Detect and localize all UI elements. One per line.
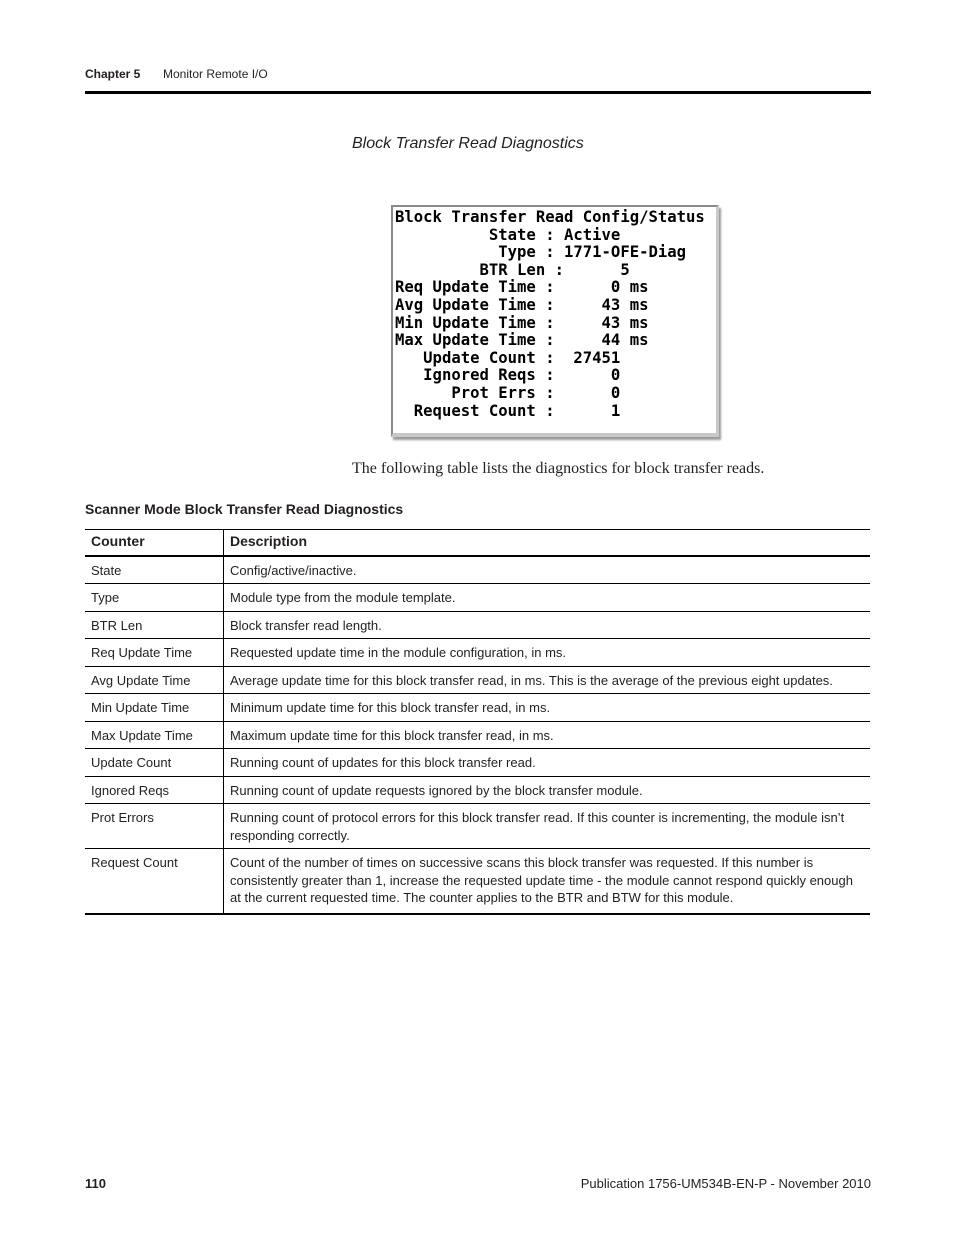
description-cell: Running count of protocol errors for this block transfer read. If this counter is incrementing, the module isn’t responding correctly.: [224, 804, 871, 849]
page-header: [85, 67, 871, 94]
figure-caption: Block Transfer Read Diagnostics: [352, 135, 584, 152]
page-number: 110: [85, 1176, 106, 1191]
table-row: [85, 639, 870, 667]
description-cell: Running count of update requests ignored by the block transfer module.: [224, 776, 871, 804]
publication-info: Publication 1756-UM534B-EN-P - November 2010: [580, 1176, 871, 1191]
chapter-label: Chapter 5: [85, 67, 141, 81]
screen-line: State : Active: [395, 225, 621, 244]
screen-line: BTR Len : 5: [395, 260, 630, 279]
table-row: [85, 849, 870, 914]
table-title: Scanner Mode Block Transfer Read Diagnostics: [85, 501, 404, 517]
table-row: [85, 611, 870, 639]
counter-cell: Min Update Time: [85, 694, 224, 722]
column-header-counter: Counter: [85, 530, 224, 556]
description-cell: Average update time for this block transfer read, in ms. This is the average of the previous eight updates.: [224, 666, 871, 694]
screen-line: Prot Errs : 0: [395, 383, 621, 402]
counter-cell: Update Count: [85, 749, 224, 777]
table-row: [85, 776, 870, 804]
description-cell: Requested update time in the module configuration, in ms.: [224, 639, 871, 667]
status-screen-text: [395, 209, 705, 420]
description-cell: Count of the number of times on successive scans this block transfer was requested. If this number is consistently greater than 1, increase the requested update time - the module cannot respond quickly enough at the current requested time. The counter applies to the BTR and BTW for this module.: [230, 855, 853, 905]
counter-cell: Max Update Time: [85, 721, 224, 749]
counter-cell: BTR Len: [85, 611, 224, 639]
section-title: Monitor Remote I/O: [163, 67, 268, 81]
diagnostics-table: [85, 529, 870, 915]
description-cell: Block transfer read length.: [224, 611, 871, 639]
screen-line: Req Update Time : 0 ms: [395, 278, 649, 297]
counter-cell: Type: [85, 584, 224, 612]
description-cell: Module type from the module template.: [224, 584, 871, 612]
screen-line: Block Transfer Read Config/Status: [395, 208, 705, 226]
table-row: [85, 556, 870, 584]
screen-line: Max Update Time : 44 ms: [395, 331, 649, 350]
table-row: [85, 749, 870, 777]
counter-cell: Prot Errors: [85, 804, 224, 849]
column-header-description: Description: [224, 530, 871, 556]
table-row: [85, 666, 870, 694]
intro-paragraph: The following table lists the diagnostics for block transfer reads.: [352, 460, 765, 477]
description-cell: Minimum update time for this block transfer read, in ms.: [224, 694, 871, 722]
screen-line: Avg Update Time : 43 ms: [395, 295, 649, 314]
table-row: [85, 804, 870, 849]
description-cell: Running count of updates for this block transfer read.: [224, 749, 871, 777]
table-row: [85, 694, 870, 722]
counter-cell: Ignored Reqs: [85, 776, 224, 804]
table-row: [85, 721, 870, 749]
screen-line: Update Count : 27451: [395, 348, 621, 367]
table-header-row: [85, 530, 870, 556]
table-row: [85, 584, 870, 612]
counter-cell: State: [85, 556, 224, 584]
counter-cell: Req Update Time: [85, 639, 224, 667]
counter-cell: Request Count: [85, 849, 224, 914]
screen-line: Type : 1771-OFE-Diag: [395, 243, 687, 262]
screen-line: Ignored Reqs : 0: [395, 366, 621, 385]
counter-cell: Avg Update Time: [85, 666, 224, 694]
screen-line: Min Update Time : 43 ms: [395, 313, 649, 332]
description-cell: Maximum update time for this block transfer read, in ms.: [224, 721, 871, 749]
description-cell: Config/active/inactive.: [224, 556, 871, 584]
screen-line: Request Count : 1: [395, 401, 621, 420]
status-screen-figure: [391, 205, 719, 437]
